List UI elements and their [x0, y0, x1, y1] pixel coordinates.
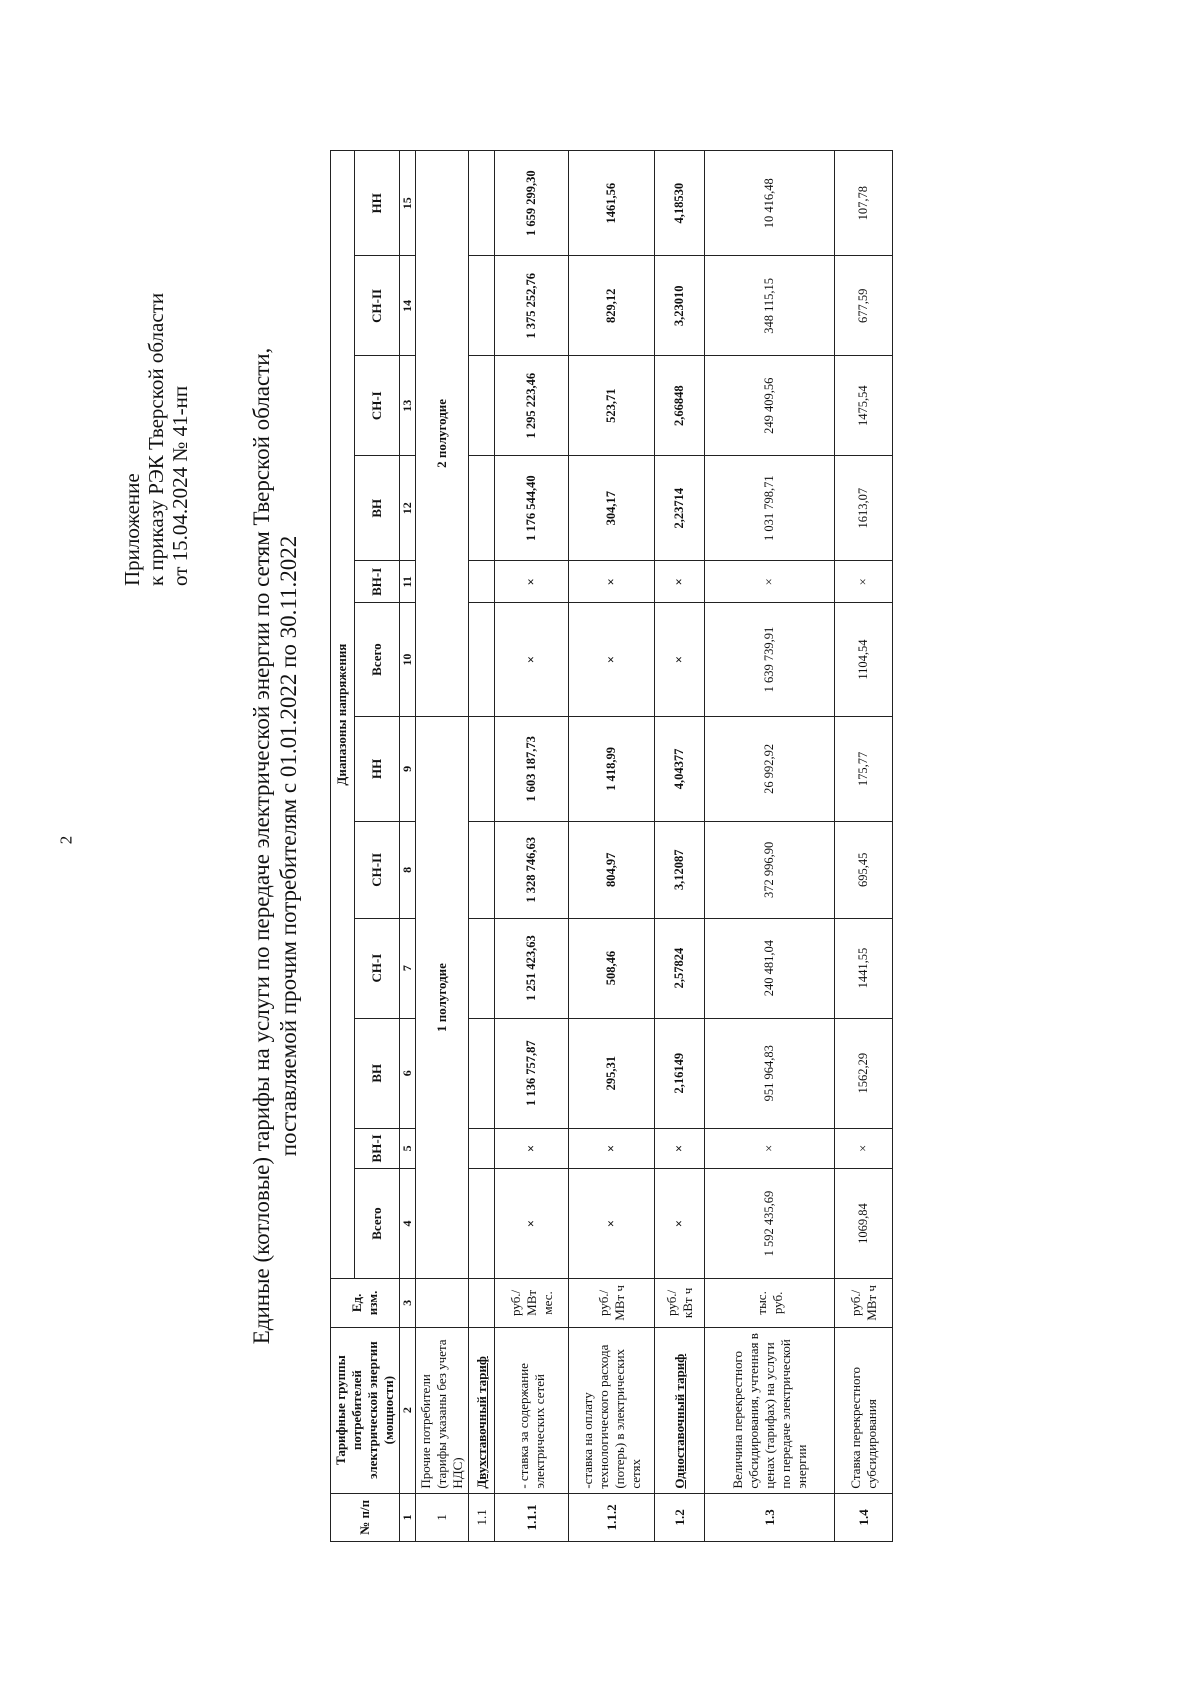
- row-num: 1.3: [705, 1493, 835, 1541]
- empty-cell: [469, 256, 495, 356]
- value-cell: 1 603 187,73: [495, 716, 569, 821]
- column-header: Всего: [354, 603, 399, 717]
- appendix-line-2: к приказу РЭК Тверской области: [144, 292, 168, 586]
- row-label: Величина перекрестного субсидирования, учтенная в ценах (тарифах) на услуги по передаче электрической энергии: [705, 1327, 835, 1493]
- empty-cell: [469, 561, 495, 603]
- value-cell: 295,31: [569, 1018, 655, 1128]
- column-header: СН-II: [354, 256, 399, 356]
- empty-cell: [469, 1018, 495, 1128]
- table-row: [655, 151, 705, 1542]
- value-cell: ×: [495, 561, 569, 603]
- table-row: [569, 151, 655, 1542]
- column-header: СН-II: [354, 821, 399, 918]
- column-index: 8: [400, 821, 416, 918]
- subsection-unit: [469, 1279, 495, 1327]
- value-cell: 249 409,56: [705, 356, 835, 456]
- value-cell: 695,45: [835, 821, 893, 918]
- value-cell: ×: [655, 1128, 705, 1168]
- value-cell: 1104,54: [835, 603, 893, 717]
- empty-cell: [469, 918, 495, 1018]
- value-cell: 26 992,92: [705, 716, 835, 821]
- value-cell: 1613,07: [835, 456, 893, 561]
- title-line-1: Единые (котловые) тарифы на услуги по передаче электрической энергии по сетям Тверской области,: [249, 347, 274, 1345]
- value-cell: 523,71: [569, 356, 655, 456]
- value-cell: 348 115,15: [705, 256, 835, 356]
- value-cell: 829,12: [569, 256, 655, 356]
- value-cell: 4,04377: [655, 716, 705, 821]
- value-cell: ×: [569, 1128, 655, 1168]
- value-cell: 804,97: [569, 821, 655, 918]
- value-cell: 951 964,83: [705, 1018, 835, 1128]
- value-cell: 4,18530: [655, 151, 705, 256]
- value-cell: 175,77: [835, 716, 893, 821]
- table-row: [495, 151, 569, 1542]
- column-index: 7: [400, 918, 416, 1018]
- value-cell: 1 375 252,76: [495, 256, 569, 356]
- value-cell: 1 176 544,40: [495, 456, 569, 561]
- value-cell: ×: [495, 603, 569, 717]
- half-year-2-label: 2 полугодие: [416, 151, 469, 717]
- section-label: Прочие потребители (тарифы указаны без учета НДС): [416, 1327, 469, 1493]
- empty-cell: [469, 356, 495, 456]
- column-index: 15: [400, 151, 416, 256]
- column-index: 2: [400, 1327, 416, 1493]
- value-cell: 1 295 223,46: [495, 356, 569, 456]
- value-cell: 372 996,90: [705, 821, 835, 918]
- value-cell: ×: [569, 1168, 655, 1278]
- value-cell: 3,23010: [655, 256, 705, 356]
- empty-cell: [469, 821, 495, 918]
- column-header: НН: [354, 151, 399, 256]
- row-unit: руб./ МВт ч: [835, 1279, 893, 1327]
- value-cell: ×: [705, 561, 835, 603]
- column-index: 12: [400, 456, 416, 561]
- appendix-block: [120, 293, 192, 586]
- column-index: 13: [400, 356, 416, 456]
- column-index: 10: [400, 603, 416, 717]
- value-cell: 3,12087: [655, 821, 705, 918]
- header-voltage-ranges: Диапазоны напряжения: [331, 151, 355, 1279]
- row-label: - ставка за содержание электрических сетей: [495, 1327, 569, 1493]
- document-title: [248, 171, 302, 1521]
- value-cell: 107,78: [835, 151, 893, 256]
- row-num: 1.1.2: [569, 1493, 655, 1541]
- header-group: Тарифные группы потребителей электрической энергии (мощности): [331, 1327, 400, 1493]
- column-header: СН-I: [354, 918, 399, 1018]
- title-line-2: поставляемой прочим потребителям с 01.01.2022 по 30.11.2022: [276, 535, 301, 1157]
- value-cell: ×: [495, 1168, 569, 1278]
- column-header: НН: [354, 716, 399, 821]
- column-index: 9: [400, 716, 416, 821]
- column-header: СН-I: [354, 356, 399, 456]
- half-year-1-label: 1 полугодие: [416, 716, 469, 1278]
- value-cell: 1 659 299,30: [495, 151, 569, 256]
- column-header: ВН-I: [354, 1128, 399, 1168]
- column-header: ВН: [354, 456, 399, 561]
- column-index: 14: [400, 256, 416, 356]
- value-cell: ×: [835, 561, 893, 603]
- empty-cell: [469, 456, 495, 561]
- column-index: 3: [400, 1279, 416, 1327]
- section-num: 1: [416, 1493, 469, 1541]
- value-cell: 1 251 423,63: [495, 918, 569, 1018]
- value-cell: ×: [569, 561, 655, 603]
- row-label: -ставка на оплату технологического расхода (потерь) в электрических сетях: [569, 1327, 655, 1493]
- value-cell: 1069,84: [835, 1168, 893, 1278]
- value-cell: 2,57824: [655, 918, 705, 1018]
- column-index: 5: [400, 1128, 416, 1168]
- row-unit: руб./ МВт ч: [569, 1279, 655, 1327]
- value-cell: ×: [655, 1168, 705, 1278]
- empty-cell: [469, 603, 495, 717]
- value-cell: 1562,29: [835, 1018, 893, 1128]
- section-unit: [416, 1279, 469, 1327]
- header-unit: Ед. изм.: [331, 1279, 400, 1327]
- row-unit: руб./ кВт ч: [655, 1279, 705, 1327]
- column-header: Всего: [354, 1168, 399, 1278]
- row-num: 1.4: [835, 1493, 893, 1541]
- value-cell: 304,17: [569, 456, 655, 561]
- column-header: ВН-I: [354, 561, 399, 603]
- value-cell: ×: [569, 603, 655, 717]
- column-index: 6: [400, 1018, 416, 1128]
- row-num: 1.1.1: [495, 1493, 569, 1541]
- column-index: 11: [400, 561, 416, 603]
- value-cell: ×: [655, 603, 705, 717]
- column-index: 4: [400, 1168, 416, 1278]
- empty-cell: [469, 716, 495, 821]
- row-label: Одноставочный тариф: [655, 1327, 705, 1493]
- column-index: 1: [400, 1493, 416, 1541]
- empty-cell: [469, 1168, 495, 1278]
- table-row: [705, 151, 835, 1542]
- row-label: Ставка перекрестного субсидирования: [835, 1327, 893, 1493]
- value-cell: ×: [495, 1128, 569, 1168]
- row-unit: руб./ МВт мес.: [495, 1279, 569, 1327]
- value-cell: 2,66848: [655, 356, 705, 456]
- empty-cell: [469, 151, 495, 256]
- row-num: 1.2: [655, 1493, 705, 1541]
- table-row: [835, 151, 893, 1542]
- value-cell: 2,16149: [655, 1018, 705, 1128]
- appendix-line-1: Приложение: [120, 473, 144, 586]
- empty-cell: [469, 1128, 495, 1168]
- column-header: ВН: [354, 1018, 399, 1128]
- subsection-num: 1.1: [469, 1493, 495, 1541]
- tariff-table: [330, 150, 893, 1542]
- value-cell: 10 416,48: [705, 151, 835, 256]
- value-cell: 1 418,99: [569, 716, 655, 821]
- value-cell: 677,59: [835, 256, 893, 356]
- appendix-line-3: от 15.04.2024 № 41-нп: [168, 385, 192, 586]
- row-unit: тыс. руб.: [705, 1279, 835, 1327]
- value-cell: 1 592 435,69: [705, 1168, 835, 1278]
- subsection-label: Двухставочный тариф: [469, 1327, 495, 1493]
- value-cell: 508,46: [569, 918, 655, 1018]
- value-cell: 2,23714: [655, 456, 705, 561]
- value-cell: ×: [705, 1128, 835, 1168]
- value-cell: ×: [655, 561, 705, 603]
- value-cell: 1 136 757,87: [495, 1018, 569, 1128]
- page-number: 2: [56, 835, 76, 845]
- value-cell: 1 639 739,91: [705, 603, 835, 717]
- value-cell: ×: [835, 1128, 893, 1168]
- value-cell: 1441,55: [835, 918, 893, 1018]
- value-cell: 1475,54: [835, 356, 893, 456]
- value-cell: 1461,56: [569, 151, 655, 256]
- header-num: № п/п: [331, 1493, 400, 1541]
- value-cell: 240 481,04: [705, 918, 835, 1018]
- value-cell: 1 031 798,71: [705, 456, 835, 561]
- value-cell: 1 328 746,63: [495, 821, 569, 918]
